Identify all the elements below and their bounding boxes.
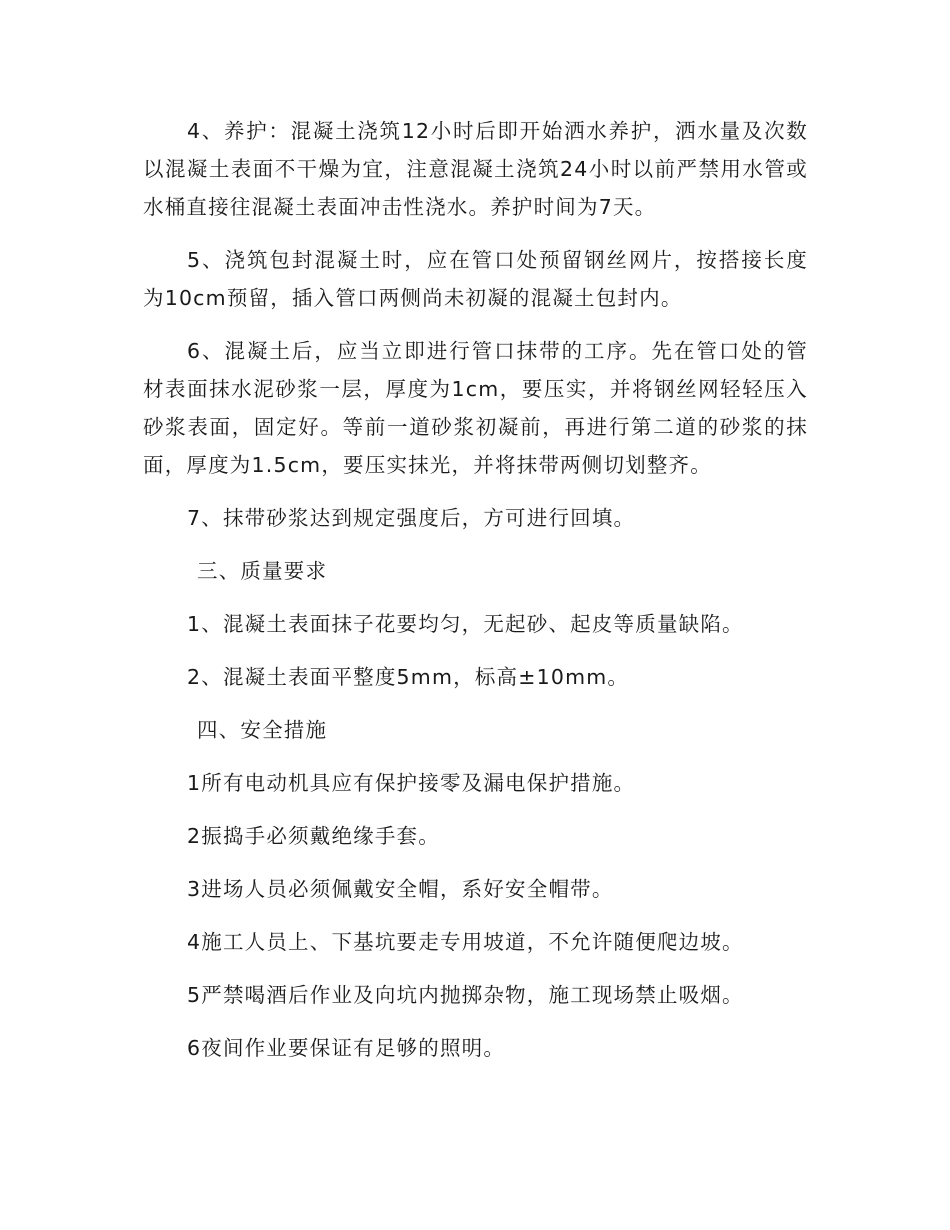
paragraph-pipe-banding: 6、混凝土后，应当立即进行管口抹带的工序。先在管口处的管材表面抹水泥砂浆一层，厚度为1cm，要压实，并将钢丝网轻轻压入砂浆表面，固定好。等前一道砂浆初凝前，再进行第二道的砂浆的抹面，厚度为1.5cm，要压实抹光，并将抹带两侧切划整齐。: [143, 339, 808, 477]
safety-item: 3进场人员必须佩戴安全帽，系好安全帽带。: [187, 877, 614, 901]
section-heading-quality: 三、质量要求: [197, 559, 328, 583]
section-heading-safety: 四、安全措施: [197, 718, 328, 742]
paragraph-encasement: 5、浇筑包封混凝土时，应在管口处预留钢丝网片，按搭接长度为10cm预留，插入管口两侧尚未初凝的混凝土包封内。: [143, 248, 808, 310]
safety-item: 2振捣手必须戴绝缘手套。: [187, 824, 440, 848]
paragraph-backfill: 7、抹带砂浆达到规定强度后，方可进行回填。: [187, 506, 636, 530]
quality-item: 2、混凝土表面平整度5mm，标高±10mm。: [187, 665, 630, 689]
document-page: [143, 112, 808, 1067]
quality-item: 1、混凝土表面抹子花要均匀，无起砂、起皮等质量缺陷。: [187, 612, 744, 636]
safety-item: 4施工人员上、下基坑要走专用坡道，不允许随便爬边坡。: [187, 930, 744, 954]
safety-item: 1所有电动机具应有保护接零及漏电保护措施。: [187, 771, 636, 795]
safety-item: 6夜间作业要保证有足够的照明。: [187, 1036, 506, 1060]
paragraph-curing: 4、养护：混凝土浇筑12小时后即开始洒水养护，洒水量及次数以混凝土表面不干燥为宜，注意混凝土浇筑24小时以前严禁用水管或水桶直接往混凝土表面冲击性浇水。养护时间为7天。: [143, 119, 808, 219]
safety-item: 5严禁喝酒后作业及向坑内抛掷杂物，施工现场禁止吸烟。: [187, 983, 744, 1007]
